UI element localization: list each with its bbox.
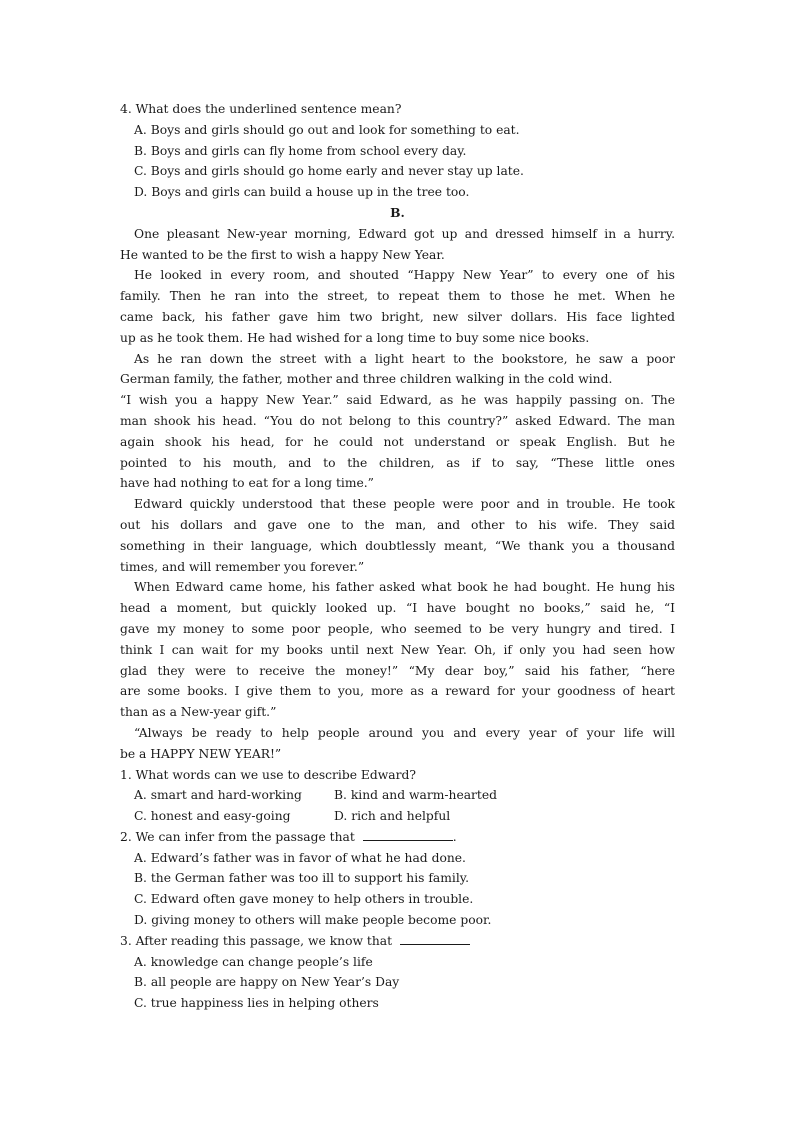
- passage-line: are some books. I give them to you, more as a reward for your goodness of heart: [120, 684, 675, 699]
- question-3: [120, 931, 675, 952]
- passage-line: family. Then he ran into the street, to repeat them to those he met. When he: [120, 289, 675, 304]
- passage-line: than as a New-year gift.”: [120, 705, 277, 720]
- option-4c: C. Boys and girls should go home early and never stay up late.: [134, 164, 524, 179]
- option-1d: D. rich and helpful: [334, 809, 451, 824]
- passage-line: glad they were to receive the money!” “My dear boy,” said his father, “here: [120, 663, 675, 678]
- passage-line: have had nothing to eat for a long time.”: [120, 476, 374, 491]
- option-2b: B. the German father was too ill to support his family.: [134, 871, 470, 886]
- option-4b: B. Boys and girls can fly home from school every day.: [134, 143, 467, 158]
- question-2-period: .: [452, 829, 457, 844]
- passage-line: think I can wait for my books until next New Year. Oh, if only you had seen how: [120, 642, 675, 657]
- passage-line: man shook his head. “You do not belong to this country?” asked Edward. The man: [120, 413, 675, 428]
- question-2: [120, 827, 675, 848]
- passage-line: head a moment, but quickly looked up. “I have bought no books,” said he, “I: [120, 601, 675, 616]
- passage-line: out his dollars and gave one to the man, and other to his wife. They said: [120, 517, 675, 532]
- option-4a: A. Boys and girls should go out and look for something to eat.: [134, 122, 520, 137]
- option-2a: A. Edward’s father was in favor of what he had done.: [134, 850, 466, 865]
- option-4d: D. Boys and girls can build a house up in the tree too.: [134, 185, 470, 200]
- question-3-text: 3. After reading this passage, we know that: [120, 933, 393, 948]
- passage-line: As he ran down the street with a light heart to the bookstore, he saw a poor: [134, 351, 675, 366]
- passage-line: “I wish you a happy New Year.” said Edward, as he was happily passing on. The: [120, 393, 675, 408]
- passage-line: “Always be ready to help people around you and every year of your life will: [134, 725, 675, 740]
- passage-line: came back, his father gave him two bright, new silver dollars. His face lighted: [120, 309, 675, 324]
- option-1b: B. kind and warm-hearted: [334, 788, 498, 803]
- option-2d: D. giving money to others will make people become poor.: [134, 913, 492, 928]
- passage-line: German family, the father, mother and three children walking in the cold wind.: [120, 372, 613, 387]
- question-2-text: 2. We can infer from the passage that: [120, 829, 355, 844]
- passage-line: something in their language, which doubtlessly meant, “We thank you a thousand: [120, 538, 675, 553]
- passage-line: pointed to his mouth, and to the children, as if to say, “These little ones: [120, 455, 675, 470]
- passage-line: Edward quickly understood that these people were poor and in trouble. He took: [134, 497, 675, 512]
- answer-blank-3: [400, 932, 470, 945]
- passage-line: He wanted to be the first to wish a happy New Year.: [120, 247, 445, 262]
- passage-line: One pleasant New-year morning, Edward got up and dressed himself in a hurry.: [134, 226, 675, 241]
- option-1c: C. honest and easy-going: [134, 809, 291, 824]
- passage-line: When Edward came home, his father asked what book he had bought. He hung his: [134, 580, 675, 595]
- options-row-1: [120, 785, 675, 806]
- question-1: 1. What words can we use to describe Edward?: [120, 767, 416, 782]
- passage-line: be a HAPPY NEW YEAR!”: [120, 746, 282, 761]
- document-page: [120, 99, 675, 1014]
- section-title: B.: [390, 204, 405, 220]
- passage-line: up as he took them. He had wished for a long time to buy some nice books.: [120, 330, 590, 345]
- option-2c: C. Edward often gave money to help others in trouble.: [134, 892, 474, 907]
- option-3c: C. true happiness lies in helping others: [134, 996, 379, 1011]
- option-1a: A. smart and hard-working: [134, 788, 302, 803]
- passage-line: He looked in every room, and shouted “Happy New Year” to every one of his: [134, 268, 675, 283]
- answer-blank-2: [363, 828, 453, 841]
- question-4: 4. What does the underlined sentence mean?: [120, 102, 402, 116]
- passage-line: times, and will remember you forever.”: [120, 559, 365, 574]
- option-3a: A. knowledge can change people’s life: [134, 954, 373, 969]
- options-row-2: [120, 806, 675, 827]
- passage-line: again shook his head, for he could not understand or speak English. But he: [120, 434, 675, 449]
- option-3b: B. all people are happy on New Year’s Day: [134, 975, 400, 990]
- passage-line: gave my money to some poor people, who seemed to be very hungry and tired. I: [120, 621, 675, 636]
